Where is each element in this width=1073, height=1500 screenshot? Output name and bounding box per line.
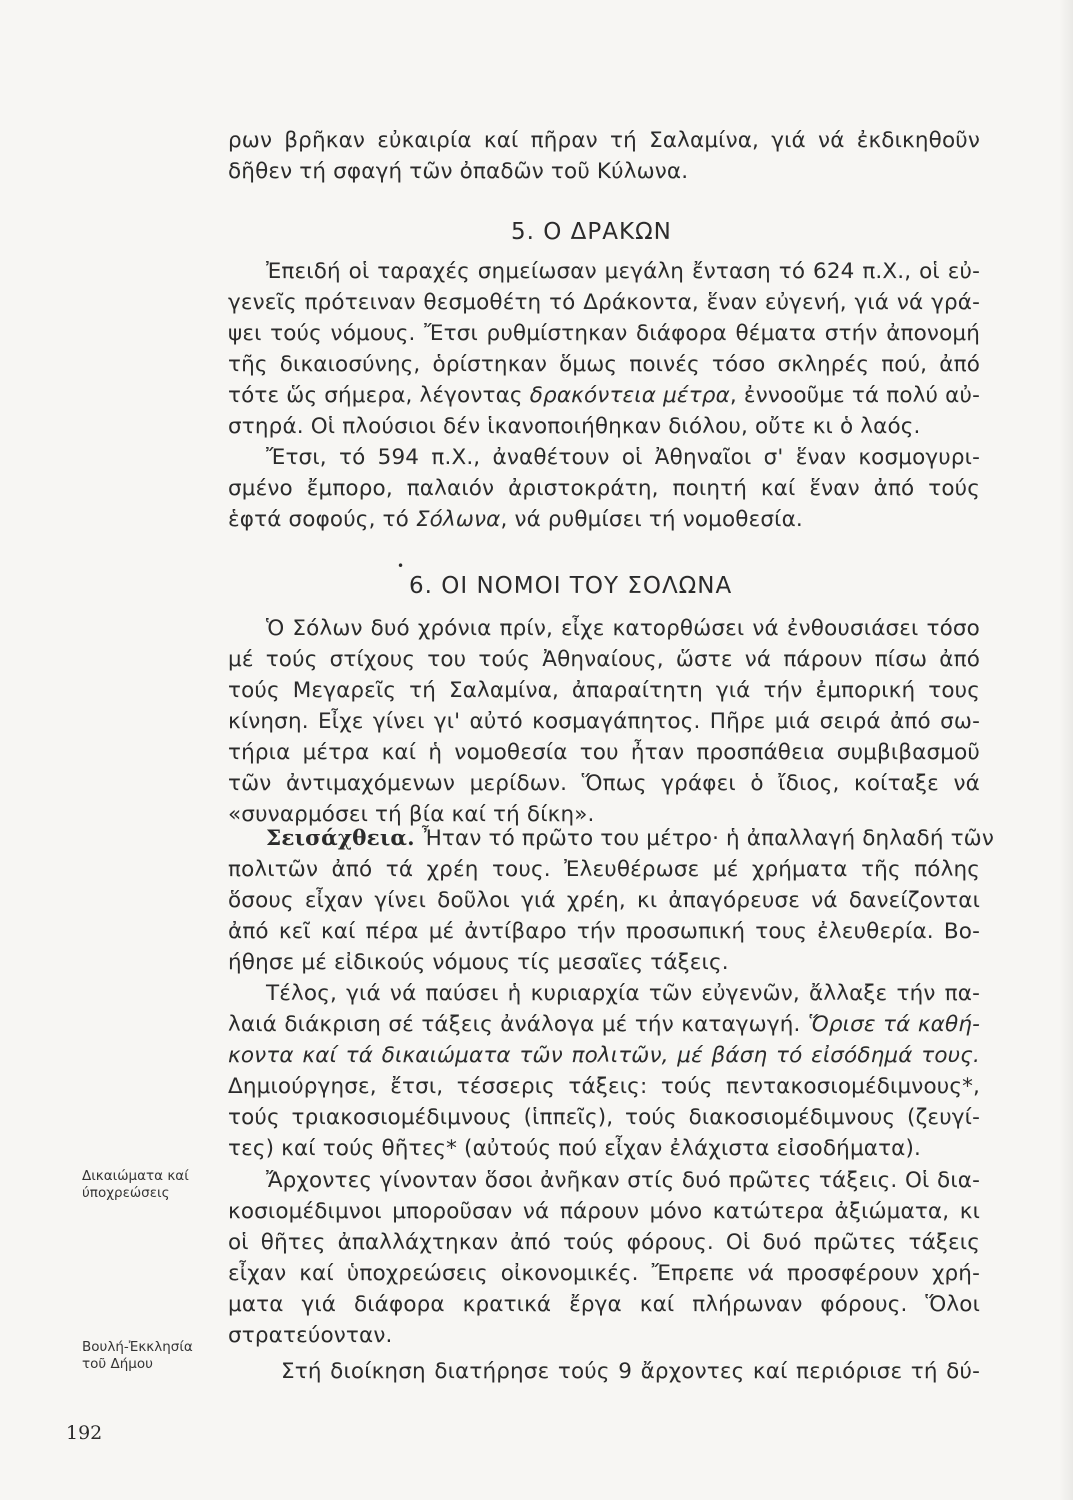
text-line: στρατεύονταν. [228, 1323, 393, 1348]
text-line: τούς τριακοσιομέδιμνους (ἱππεῖς), τούς διακοσιομέδιμνους (ζευγί- [228, 1105, 980, 1130]
text-line: εἶχαν καί ὑποχρεώσεις οἰκονομικές. Ἔπρεπε νά προσφέρουν χρή- [228, 1261, 980, 1286]
text-line: Ἔτσι, τό 594 π.Χ., ἀναθέτουν οἱ Ἀθηναῖοι σ' ἕναν κοσμογυρι- [266, 445, 980, 470]
text-span: , νά ρυθμίσει τή νομοθεσία. [500, 507, 803, 532]
text-line: ήθησε μέ εἰδικούς νόμους τίς μεσαῖες τάξεις. [228, 950, 729, 975]
text-line: ρων βρῆκαν εὐκαιρία καί πῆραν τή Σαλαμίνα, γιά νά ἐκδικηθοῦν [228, 128, 980, 153]
margin-note-line: τοῦ Δήμου [82, 1356, 153, 1372]
text-span: , ἐννοοῦμε τά πολύ αὐ- [729, 383, 980, 408]
text-line: πολιτῶν ἀπό τά χρέη τους. Ἐλευθέρωσε μέ χρήματα τῆς πόλης [228, 857, 980, 882]
text-line: Ἐπειδή οἱ ταραχές σημείωσαν μεγάλη ἔνταση τό 624 π.Χ., οἱ εὐ- [266, 259, 980, 284]
text-line: ματα γιά διάφορα κρατικά ἔργα καί πλήρωναν φόρους. Ὅλοι [228, 1292, 980, 1317]
text-line: τῆς δικαιοσύνης, ὁρίστηκαν ὅμως ποινές τόσο σκληρές πού, ἀπό [228, 352, 980, 377]
text-line: στηρά. Οἱ πλούσιοι δέν ἱκανοποιήθηκαν διόλου, οὔτε κι ὁ λαός. [228, 414, 921, 439]
text-line: Στή διοίκηση διατήρησε τούς 9 ἄρχοντες καί περιόρισε τή δύ- [281, 1359, 980, 1384]
text-line: τούς Μεγαρεῖς τή Σαλαμίνα, ἀπαραίτητη γιά τήν ἐμπορική τους [228, 678, 980, 703]
text-span: ἑφτά σοφούς, τό [228, 507, 409, 532]
text-span: Ἦταν τό πρῶτο του μέτρο· ἡ ἀπαλλαγή δηλαδή τῶν [414, 826, 994, 851]
text-line: ἀπό κεῖ καί πέρα μέ ἀντίβαρο τήν προσωπική τους ἐλευθερία. Βο- [228, 919, 980, 944]
text-line-mixed [228, 381, 980, 411]
bold-term-seisachtheia: Σεισάχθεια. [266, 826, 415, 851]
text-line: δῆθεν τή σφαγή τῶν ὀπαδῶν τοῦ Κύλωνα. [228, 159, 689, 184]
text-line: γενεῖς πρότειναν θεσμοθέτη τό Δράκοντα, ἕναν εὐγενή, γιά νά γρά- [228, 290, 980, 315]
text-span: λαιά διάκριση σέ τάξεις ἀνάλογα μέ τήν καταγωγή. [228, 1012, 801, 1037]
page-number: 192 [66, 1422, 103, 1444]
bullet-mark: • [397, 559, 405, 573]
italic-term-solon: Σόλωνα [415, 507, 501, 532]
text-span: τότε ὥς σήμερα, λέγοντας [228, 383, 523, 408]
text-line: Δημιούργησε, ἔτσι, τέσσερις τάξεις: τούς πεντακοσιομέδιμνους*, [228, 1074, 980, 1099]
text-line: κοσιομέδιμνοι μποροῦσαν νά πάρουν μόνο κατώτερα ἀξιώματα, κι [228, 1199, 980, 1224]
text-line: Τέλος, γιά νά παύσει ἡ κυριαρχία τῶν εὐγενῶν, ἄλλαξε τήν πα- [266, 981, 980, 1006]
text-line: ὅσους εἶχαν γίνει δοῦλοι γιά χρέη, κι ἀπαγόρευσε νά δανείζονται [228, 888, 980, 913]
margin-note-line: ύποχρεώσεις [82, 1185, 170, 1201]
text-line: Ὁ Σόλων δυό χρόνια πρίν, εἶχε κατορθώσει νά ἐνθουσιάσει τόσο [266, 616, 980, 641]
text-line: κίνηση. Εἶχε γίνει γι' αὐτό κοσμαγάπητος. Πῆρε μιά σειρά ἀπό σω- [228, 709, 980, 734]
section-heading-dracon: 5. Ο ΔΡΑΚΩΝ [511, 219, 672, 245]
text-line-mixed [266, 824, 994, 854]
italic-text-span: Ὅρισε τά καθή- [800, 1012, 980, 1037]
margin-note-line: Δικαιώματα καί [82, 1168, 189, 1184]
text-line: Ἄρχοντες γίνονταν ὅσοι ἀνῆκαν στίς δυό πρῶτες τάξεις. Οἱ δια- [266, 1168, 980, 1193]
margin-note-line: Βουλή-Ἐκκλησία [82, 1339, 193, 1355]
section-heading-solon-laws: 6. ΟΙ ΝΟΜΟΙ ΤΟΥ ΣΟΛΩΝΑ [409, 573, 733, 599]
margin-note-council-assembly [82, 1339, 193, 1373]
text-line-mixed [228, 1010, 980, 1040]
text-line: ψει τούς νόμους. Ἔτσι ρυθμίστηκαν διάφορα θέματα στήν ἀπονομή [228, 321, 980, 346]
margin-note-rights-obligations [82, 1168, 189, 1202]
text-line: τῶν ἀντιμαχόμενων μερίδων. Ὅπως γράφει ὁ ἴδιος, κοίταξε νά [228, 771, 980, 796]
text-line: σμένο ἔμπορο, παλαιόν ἀριστοκράτη, ποιητή καί ἕναν ἀπό τούς [228, 476, 980, 501]
text-line: οἱ θῆτες ἀπαλλάχτηκαν ἀπό τούς φόρους. Οἱ δυό πρῶτες τάξεις [228, 1230, 980, 1255]
text-line: τες) καί τούς θῆτες* (αὐτούς πού εἶχαν ἐλάχιστα εἰσοδήματα). [228, 1136, 922, 1161]
italic-term-draconian-measures: δρακόντεια μέτρα [529, 383, 730, 408]
text-line-mixed [228, 505, 980, 535]
text-line: μέ τούς στίχους του τούς Ἀθηναίους, ὥστε νά πάρουν πίσω ἀπό [228, 647, 980, 672]
page-edge-shadow [1059, 0, 1073, 1500]
text-line: «συναρμόσει τή βία καί τή δίκη». [228, 802, 595, 827]
text-line: τήρια μέτρα καί ἡ νομοθεσία του ἦταν προσπάθεια συμβιβασμοῦ [228, 740, 980, 765]
italic-text-line: κοντα καί τά δικαιώματα τῶν πολιτῶν, μέ βάση τό εἰσόδημά τους. [228, 1043, 980, 1068]
